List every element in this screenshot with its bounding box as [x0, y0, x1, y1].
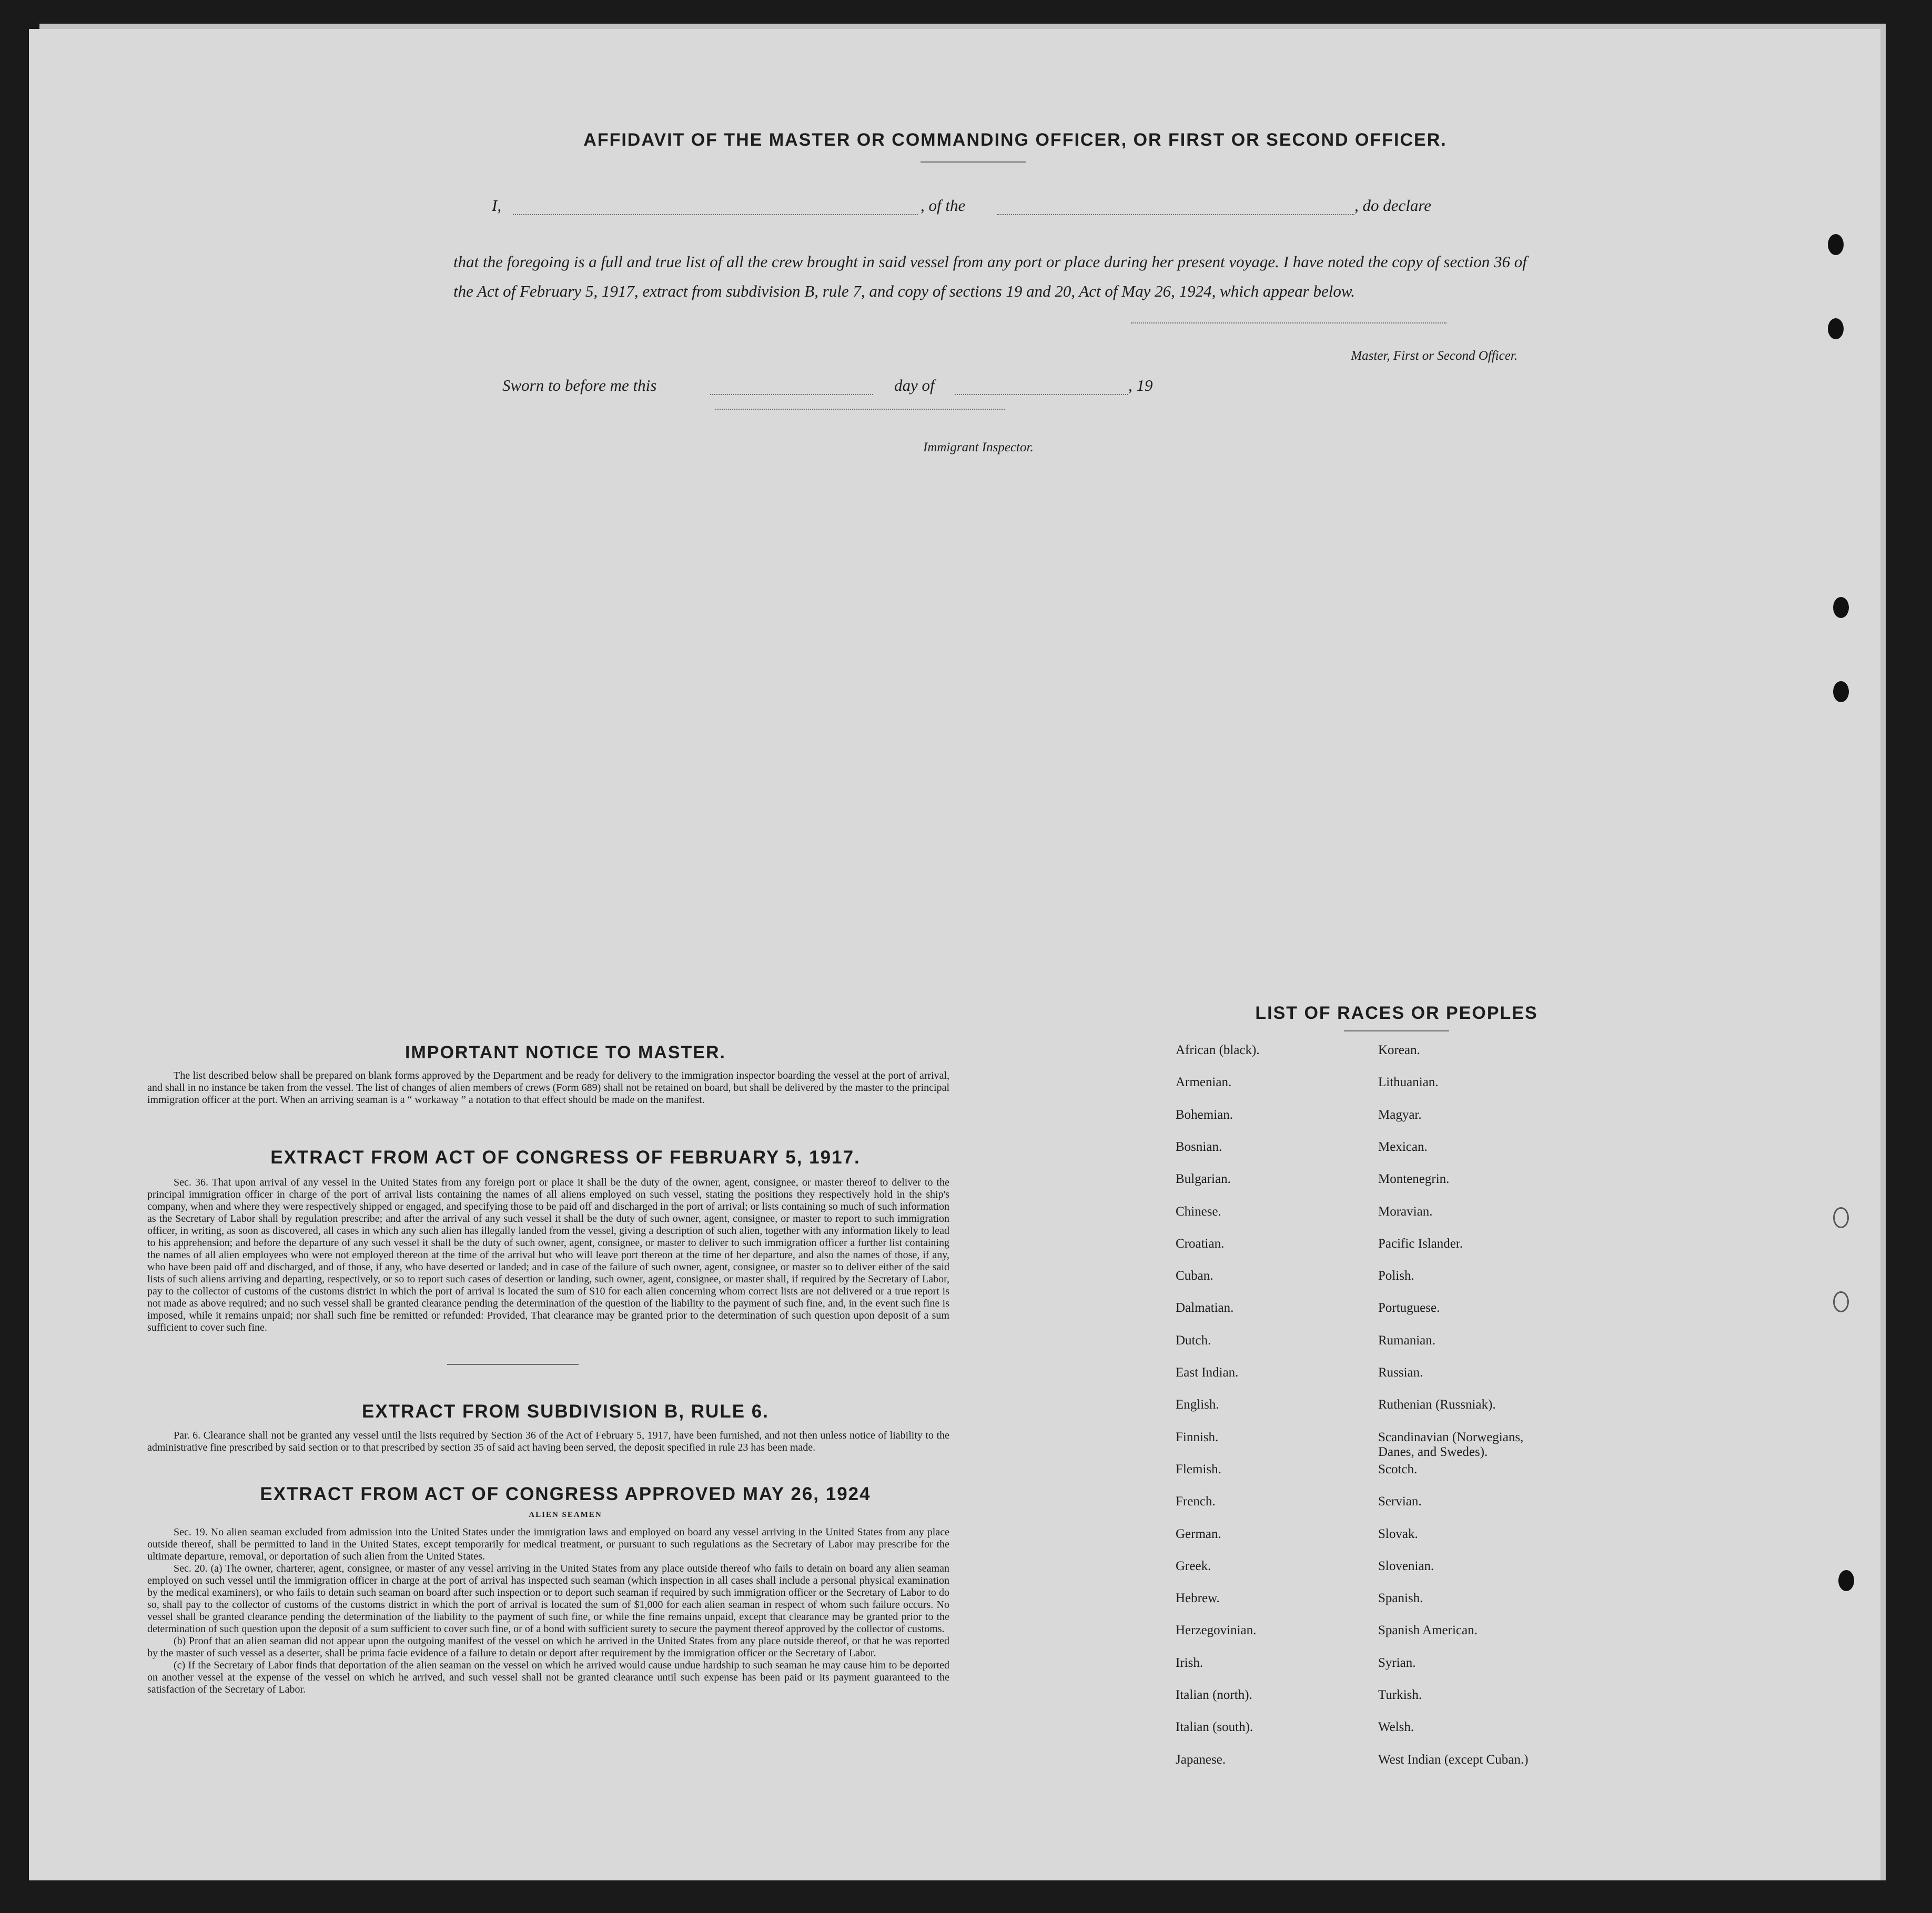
race-item: Lithuanian. — [1378, 1075, 1439, 1089]
race-item: Bulgarian. — [1176, 1172, 1231, 1186]
race-item: Ruthenian (Russniak). — [1378, 1398, 1496, 1412]
extract-1924-paragraph: Sec. 19. No alien seaman excluded from admission into the United States under the immigration laws and employed on board any vessel arriving in the United States from any place outside thereof, shall be permitted to land in the United States, except temporarily for medical treatment, or pursuant to such regulations as the Secretary of Labor may prescribe for the ultimate departure, removal, or deportation of such alien from the United States. — [147, 1526, 949, 1562]
notice-title: IMPORTANT NOTICE TO MASTER. — [405, 1042, 726, 1062]
race-item: French. — [1176, 1494, 1216, 1509]
vessel-name-blank — [997, 214, 1354, 215]
signature-label: Master, First or Second Officer. — [1351, 349, 1518, 363]
punch-hole — [1833, 681, 1849, 702]
race-item: Slovenian. — [1378, 1559, 1434, 1573]
of-the-label: , of the — [921, 196, 966, 215]
extract-rule6-title: EXTRACT FROM SUBDIVISION B, RULE 6. — [362, 1401, 769, 1422]
sworn-day-of: day of — [894, 376, 935, 394]
race-item: Russian. — [1378, 1365, 1423, 1380]
notice-body: The list described below shall be prepared on blank forms approved by the Department and be ready for delivery to the immigration inspector boarding the vessel at the port of arrival, and shall in no instance be taken from the vessel. The list of changes of alien members of crews (Form 689) shall not be retained on board, but shall be delivered by the master to the principal immigration officer at the port. When an arriving seaman is a “ workaway ” a notation to that effect should be made on the manifest. — [147, 1070, 949, 1106]
race-item: Scandinavian (Norwegians, Danes, and Swedes). — [1378, 1430, 1524, 1459]
extract-1924-subtitle: ALIEN SEAMEN — [529, 1511, 602, 1519]
affidavit-body: that the foregoing is a full and true list of all the crew brought in said vessel from any port or place during her present voyage. I have noted the copy of section 36 of the Act of February 5, 1917, extract from subdivision B, rule 7, and copy of sections 19 and 20, Act of May 26, 1924, which appear below. — [453, 252, 1527, 300]
race-item: Spanish American. — [1378, 1623, 1478, 1637]
extract-1917-body: Sec. 36. That upon arrival of any vessel in the United States from any foreign port or place it shall be the duty of the owner, agent, consignee, or master thereof to deliver to the principal immigration officer in charge of the port of arrival lists containing the names of all aliens employed on such vessel, stating the positions they respectively hold in the ship's company, when and where they were respectively shipped or engaged, and specifying those to be paid off and discharged in the port of arrival; or lists containing so much of such information as the Secretary of Labor shall by regulation prescribe; and after the arrival of any such vessel it shall be the duty of such owner, agent, consignee, or master to report to such immigration officer, in writing, as soon as discovered, all cases in which any such alien has illegally landed from the vessel, giving a description of such alien, together with any information likely to lead to his apprehension; and before the departure of any such vessel it shall be the duty of such owner, agent, consignee, or master to deliver to such immigration officer a further list containing the names of all alien employees who were not employed thereon at the time of the arrival but who will leave port thereon at the time of her departure, and also the names of those, if any, who have been paid off and discharged, and of those, if any, who have deserted or landed; and in case of the failure of such owner, agent, consignee, or master so to deliver either of the said lists of such aliens arriving and departing, respectively, or so to report such cases of desertion or landing, such owner, agent, consignee, or master shall, if required by the Secretary of Labor, pay to the collector of customs of the customs district in which the port of arrival is located the sum of $10 for each alien concerning whom correct lists are not delivered or a true report is not made as above required; and no such vessel shall be granted clearance pending the determination of the question of the liability to the payment of such fine, and, in the event such fine is imposed, while it remains unpaid; nor shall such fine be remitted or refunded: Provided, That clearance may be granted prior to the determination of such question upon deposit of a sum sufficient to cover such fine. — [147, 1177, 949, 1333]
race-item: Montenegrin. — [1378, 1172, 1450, 1186]
race-item: Herzegovinian. — [1176, 1623, 1257, 1637]
extract-1924-paragraph: (b) Proof that an alien seaman did not appear upon the outgoing manifest of the vessel on which he arrived in the United States from any place outside thereof, or that he was reported by the master of such vessel as a deserter, shall be prima facie evidence of a failure to detain or deport after requirement by the immigration officer or the Secretary of Labor. — [147, 1635, 949, 1659]
race-item: Bosnian. — [1176, 1140, 1222, 1154]
extract-1917-title: EXTRACT FROM ACT OF CONGRESS OF FEBRUARY 5, 1917. — [270, 1147, 861, 1168]
race-item: Bohemian. — [1176, 1108, 1233, 1122]
race-item: Finnish. — [1176, 1430, 1219, 1444]
inspector-label: Immigrant Inspector. — [923, 440, 1034, 454]
race-item: Spanish. — [1378, 1591, 1423, 1605]
race-item: Slovak. — [1378, 1527, 1418, 1541]
race-item: Greek. — [1176, 1559, 1211, 1573]
race-item: Moravian. — [1378, 1205, 1433, 1219]
affidavit-title: AFFIDAVIT OF THE MASTER OR COMMANDING OFFICER, OR FIRST OR SECOND OFFICER. — [583, 130, 1447, 150]
affidavit-declaration-line — [492, 196, 1539, 215]
race-item: Scotch. — [1378, 1462, 1418, 1476]
sworn-line — [502, 376, 1202, 395]
extract-1924-paragraph: Sec. 20. (a) The owner, charterer, agent, consignee, or master of any vessel arriving in the United States from any place outside thereof who fails to detain on board any alien seaman employed on such vessel until the immigration officer in charge at the port of arrival has inspected such seaman (which inspection in all cases shall include a personal physical examination by the medical examiners), or who fails to detain such seaman on board after such inspection or to deport such seaman if required by such immigration officer or the Secretary of Labor to do so, shall pay to the collector of customs of the customs district in which the port of arrival is located the sum of $1,000 for each alien seaman in respect of whom such failure occurs. No vessel shall be granted clearance pending the determination of the liability to the payment of such fine, or while the fine remains unpaid, except that clearance may be granted prior to the determination of such question upon the deposit of a sum sufficient to cover such fine, or of a bond with sufficient surety to secure the payment thereof approved by the collector of customs. — [147, 1563, 949, 1635]
race-item: West Indian (except Cuban.) — [1378, 1753, 1529, 1767]
race-item: Irish. — [1176, 1656, 1203, 1670]
race-item: Welsh. — [1378, 1720, 1414, 1734]
race-item: Portuguese. — [1378, 1301, 1440, 1315]
race-item: Syrian. — [1378, 1656, 1416, 1670]
race-item: Korean. — [1378, 1043, 1420, 1057]
race-item: Servian. — [1378, 1494, 1422, 1509]
punch-hole — [1828, 234, 1844, 255]
sworn-prefix: Sworn to before me this — [502, 376, 657, 394]
race-item: African (black). — [1176, 1043, 1260, 1057]
race-item: Dalmatian. — [1176, 1301, 1234, 1315]
inspector-signature-line — [715, 409, 1005, 410]
races-title: LIST OF RACES OR PEOPLES — [1255, 1003, 1538, 1023]
race-item: Dutch. — [1176, 1333, 1211, 1348]
divider — [921, 161, 1026, 163]
race-item: English. — [1176, 1398, 1219, 1412]
do-declare-label: , do declare — [1354, 196, 1432, 215]
race-item: Chinese. — [1176, 1205, 1221, 1219]
declarant-name-blank — [513, 214, 918, 215]
race-item: Japanese. — [1176, 1753, 1226, 1767]
race-item: Turkish. — [1378, 1688, 1422, 1702]
race-item: German. — [1176, 1527, 1221, 1541]
race-item: Cuban. — [1176, 1269, 1213, 1283]
divider — [1344, 1030, 1449, 1031]
race-item: Pacific Islander. — [1378, 1237, 1463, 1251]
punch-hole — [1833, 597, 1849, 618]
race-item: Rumanian. — [1378, 1333, 1436, 1348]
declarant-prefix: I, — [492, 196, 502, 215]
race-item: Polish. — [1378, 1269, 1414, 1283]
extract-1924-paragraph: (c) If the Secretary of Labor finds that deportation of the alien seaman on the vessel on which he arrived would cause undue hardship to such seaman he may cause him to be deported on another vessel at the expense of the vessel on which he arrived, and such vessel shall not be granted clearance until such expense has been paid or its payment guaranteed to the satisfaction of the Secretary of Labor. — [147, 1659, 949, 1695]
sworn-year: , 19 — [1128, 376, 1153, 394]
punch-hole — [1828, 318, 1844, 339]
signature-line — [1131, 322, 1447, 323]
sworn-month-blank — [955, 394, 1128, 395]
punch-hole-empty — [1833, 1291, 1849, 1312]
race-item: Croatian. — [1176, 1237, 1225, 1251]
race-item: Flemish. — [1176, 1462, 1221, 1476]
race-item: Armenian. — [1176, 1075, 1232, 1089]
extract-1924-title: EXTRACT FROM ACT OF CONGRESS APPROVED MAY 26, 1924 — [260, 1484, 871, 1504]
race-item: East Indian. — [1176, 1365, 1239, 1380]
document-page — [29, 29, 1880, 1880]
extract-rule6-body: Par. 6. Clearance shall not be granted any vessel until the lists required by Section 36 of the Act of February 5, 1917, have been furnished, and not then unless notice of liability to the administrative fine prescribed by said section or to that prescribed by section 35 of said act having been served, the deposit specified in rule 23 has been made. — [147, 1430, 949, 1453]
race-item: Hebrew. — [1176, 1591, 1220, 1605]
sworn-day-blank — [710, 394, 873, 395]
race-item: Italian (north). — [1176, 1688, 1252, 1702]
race-item: Italian (south). — [1176, 1720, 1253, 1734]
extract-1924-body — [147, 1526, 949, 1696]
race-item: Magyar. — [1378, 1108, 1422, 1122]
divider — [447, 1364, 579, 1365]
punch-hole-empty — [1833, 1207, 1849, 1228]
race-item: Mexican. — [1378, 1140, 1428, 1154]
punch-hole — [1838, 1570, 1854, 1591]
